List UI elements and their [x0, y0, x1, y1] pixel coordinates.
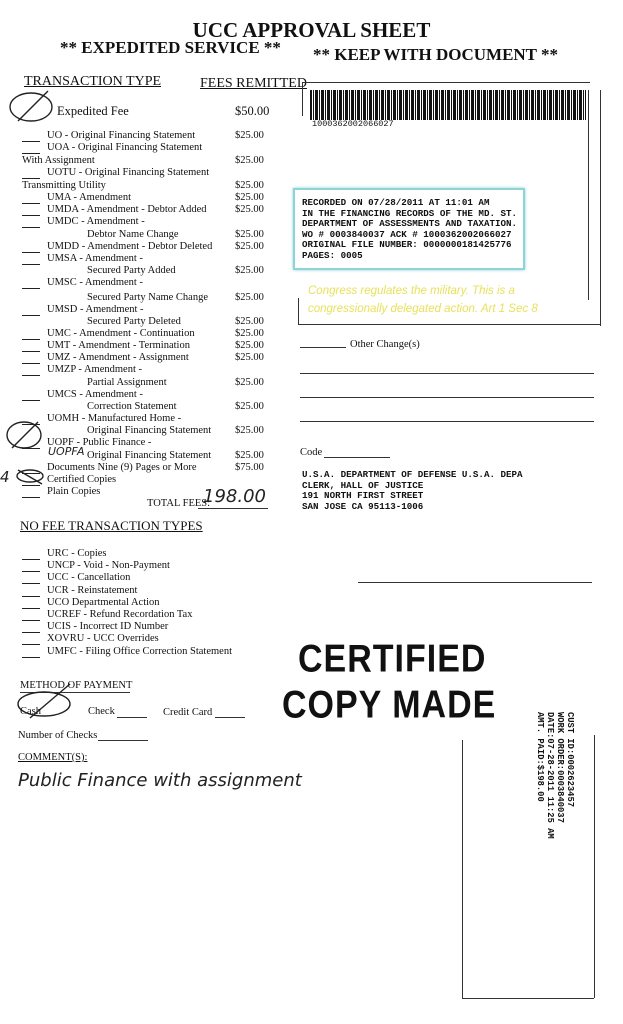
- no-fee-row: [22, 597, 272, 609]
- receipt-line: AMT. PAID:$198.00: [535, 712, 545, 802]
- page-title: UCC APPROVAL SHEET: [192, 18, 431, 42]
- transaction-label: UMSA - Amendment -: [47, 253, 143, 264]
- transaction-label: UMZ - Amendment - Assignment: [47, 352, 189, 363]
- receipt-line: DATE:07-28-2011 11:25 AM: [545, 712, 555, 839]
- no-fee-label: UCREF - Refund Recordation Tax: [47, 609, 193, 620]
- overlay-line: Congress regulates the military. This is a: [308, 285, 515, 297]
- transaction-row: [22, 216, 272, 228]
- method-of-payment-heading: METHOD OF PAYMENT: [20, 680, 133, 691]
- transaction-fee: $25.00: [235, 401, 264, 412]
- transaction-label: UMDD - Amendment - Debtor Deleted: [47, 241, 213, 252]
- address-line: CLERK, HALL OF JUSTICE: [302, 479, 424, 491]
- no-fee-label: URC - Copies: [47, 548, 107, 559]
- recorded-line: WO # 0003840037 ACK # 1000362002066027: [302, 228, 512, 240]
- transaction-checkbox-blank[interactable]: [22, 288, 40, 289]
- receipt-box-left: [462, 740, 463, 998]
- comments-label: COMMENT(S):: [18, 752, 88, 763]
- transaction-label: Documents Nine (9) Pages or More: [47, 462, 197, 473]
- transaction-checkbox-blank[interactable]: [22, 178, 40, 179]
- transaction-label: Plain Copies: [47, 486, 101, 497]
- box-left-border-top: [302, 82, 303, 116]
- overlay-line: congressionally delegated action. Art 1 Sec 8: [308, 303, 538, 315]
- transaction-label: UMCS - Amendment -: [47, 389, 143, 400]
- transaction-label: UOA - Original Financing Statement: [47, 142, 203, 153]
- receipt-block: [535, 712, 575, 839]
- transaction-row: [22, 389, 272, 401]
- recorded-line: RECORDED ON 07/28/2011 AT 11:01 AM: [302, 197, 490, 208]
- transaction-label: UMT - Amendment - Termination: [47, 340, 190, 351]
- transaction-fee: $25.00: [235, 352, 264, 363]
- no-fee-label: XOVRU - UCC Overrides: [47, 633, 159, 645]
- transaction-checkbox-blank[interactable]: [22, 497, 40, 498]
- transaction-row: [22, 142, 272, 154]
- transaction-label: With Assignment: [22, 155, 95, 166]
- transaction-fee: $25.00: [235, 292, 264, 303]
- transaction-label: Correction Statement: [87, 401, 177, 412]
- comment-handwritten: Public Finance with assignment: [18, 770, 302, 791]
- box-bottom-border: [298, 324, 600, 325]
- transaction-fee: $25.00: [235, 425, 264, 436]
- no-fee-row: [22, 609, 272, 621]
- receipt-box-right: [594, 735, 595, 998]
- certified-stamp-line1: CERTIFIED: [298, 637, 487, 681]
- code-blank: [324, 457, 390, 458]
- code-label: Code: [300, 447, 323, 458]
- receipt-line: CUST ID:0002623457: [565, 712, 575, 808]
- copies-quantity-handwritten: 4: [0, 468, 10, 486]
- certified-stamp-line2: COPY MADE: [282, 683, 497, 727]
- transaction-checkbox-blank[interactable]: [22, 227, 40, 228]
- transaction-label: UO - Original Financing Statement: [47, 130, 196, 141]
- other-change-line-2: [300, 397, 594, 398]
- transaction-fee: $75.00: [235, 462, 264, 473]
- transaction-fee: $25.00: [235, 180, 264, 191]
- transaction-row: [22, 253, 272, 265]
- no-fee-heading: NO FEE TRANSACTION TYPES: [20, 518, 203, 533]
- transaction-fee: $25.00: [235, 192, 264, 203]
- certified-copies-checked-mark-icon: [10, 466, 46, 486]
- credit-card-blank: [215, 717, 245, 718]
- recorded-line: ORIGINAL FILE NUMBER: 0000000181425776: [302, 239, 512, 250]
- transaction-row: [22, 413, 272, 425]
- transaction-label: Debtor Name Change: [87, 229, 179, 240]
- transaction-label: Transmitting Utility: [22, 180, 106, 191]
- total-fees-handwritten: 198.00: [203, 486, 266, 507]
- no-fee-label: UCC - Cancellation: [47, 572, 131, 584]
- address-separator-line: [358, 582, 592, 583]
- transaction-label: UMA - Amendment: [47, 192, 131, 203]
- box-top-border: [302, 82, 590, 83]
- fees-remitted-header: FEES REMITTED: [200, 76, 307, 91]
- transaction-label: UMSD - Amendment -: [47, 304, 144, 315]
- transaction-fee: $25.00: [235, 316, 264, 327]
- transaction-fee: $25.00: [235, 155, 264, 166]
- no-fee-row: [22, 585, 272, 597]
- box-right-border: [600, 90, 601, 326]
- no-fee-row: [22, 646, 272, 658]
- barcode-number: 1000362002066027: [312, 119, 394, 129]
- transaction-label: Original Financing Statement: [87, 425, 212, 436]
- credit-card-label: Credit Card: [163, 707, 213, 718]
- transaction-label: UMZP - Amendment -: [47, 364, 142, 375]
- other-change-line-1: [300, 373, 594, 374]
- no-fee-label: UMFC - Filing Office Correction Statement: [47, 645, 232, 657]
- transaction-label: UMSC - Amendment -: [47, 277, 143, 288]
- check-blank: [117, 717, 147, 718]
- address-line: SAN JOSE CA 95113-1006: [302, 500, 424, 512]
- transaction-fee: $25.00: [235, 328, 264, 339]
- number-of-checks-blank: [98, 740, 148, 741]
- no-fee-label: UNCP - Void - Non-Payment: [47, 560, 170, 572]
- uopf-checked-mark-icon: [2, 418, 46, 452]
- transaction-fee: $25.00: [235, 450, 264, 461]
- other-change-label: Other Change(s): [350, 339, 420, 350]
- no-fee-row: [22, 548, 272, 560]
- no-fee-row: [22, 633, 272, 645]
- no-fee-row: [22, 560, 272, 572]
- recorded-line: DEPARTMENT OF ASSESSMENTS AND TAXATION.: [302, 218, 518, 229]
- receipt-box-bottom: [462, 998, 594, 999]
- recorded-block: [302, 198, 517, 261]
- other-change-blank: [300, 347, 346, 348]
- transaction-row: [22, 304, 272, 316]
- number-of-checks-label: Number of Checks: [18, 730, 98, 741]
- receipt-line: WORK ORDER:0003840037: [555, 712, 565, 823]
- transaction-label: Secured Party Name Change: [87, 292, 209, 303]
- total-fees-line: [198, 508, 268, 509]
- address-line: U.S.A. DEPARTMENT OF DEFENSE U.S.A. DEPA: [302, 469, 523, 480]
- transaction-checkbox-blank[interactable]: [22, 375, 40, 376]
- transaction-fee: $25.00: [235, 229, 264, 240]
- checked-mark-icon: [4, 88, 56, 124]
- recorded-line: PAGES: 0005: [302, 249, 363, 261]
- transaction-fee: $25.00: [235, 130, 264, 141]
- expedited-fee-amount: $50.00: [235, 104, 270, 118]
- transaction-fee: $25.00: [235, 340, 264, 351]
- transaction-label: UOPF - Public Finance -: [47, 437, 152, 448]
- transaction-label: UMDC - Amendment -: [47, 216, 145, 227]
- transaction-label: UMDA - Amendment - Debtor Added: [47, 204, 207, 215]
- box-left-border-bottom: [298, 298, 299, 324]
- transaction-row: [22, 364, 272, 376]
- expedited-fee-label: Expedited Fee: [57, 104, 129, 118]
- check-label: Check: [88, 706, 115, 717]
- other-change-line-3: [300, 421, 594, 422]
- expedited-service-label: ** EXPEDITED SERVICE **: [60, 38, 281, 57]
- recorded-line: IN THE FINANCING RECORDS OF THE MD. ST.: [302, 207, 518, 219]
- overlay-note: [308, 282, 538, 318]
- transaction-label: UOMH - Manufactured Home -: [47, 413, 182, 424]
- transaction-label: UOTU - Original Financing Statement: [47, 167, 210, 178]
- no-fee-checkbox-blank[interactable]: [22, 657, 40, 658]
- total-fees-label: TOTAL FEES:: [147, 498, 211, 509]
- transaction-type-header: TRANSACTION TYPE: [24, 74, 162, 89]
- transaction-fee: $25.00: [235, 265, 264, 276]
- transaction-label: Secured Party Deleted: [87, 316, 181, 327]
- address-block: [302, 470, 523, 512]
- transaction-row: [22, 474, 272, 486]
- no-fee-label: UCIS - Incorrect ID Number: [47, 621, 169, 633]
- no-fee-label: UCO Departmental Action: [47, 596, 160, 608]
- transaction-row: [22, 167, 272, 179]
- no-fee-label: UCR - Reinstatement: [47, 584, 138, 596]
- uopfa-handwritten: UOPFA: [48, 445, 85, 458]
- transaction-label: Original Financing Statement: [87, 450, 212, 461]
- transaction-fee: $25.00: [235, 204, 264, 215]
- barcode-icon: [310, 90, 586, 120]
- keep-with-document-label: ** KEEP WITH DOCUMENT **: [313, 45, 558, 64]
- transaction-fee: $25.00: [235, 377, 264, 388]
- box-inner-right-border: [588, 90, 589, 300]
- cash-label: Cash: [20, 706, 41, 717]
- transaction-label: Secured Party Added: [87, 265, 176, 276]
- transaction-label: UMC - Amendment - Continuation: [47, 328, 195, 339]
- transaction-fee: $25.00: [235, 241, 264, 252]
- no-fee-row: [22, 621, 272, 633]
- transaction-row: [22, 277, 272, 289]
- no-fee-row: [22, 572, 272, 584]
- address-line: 191 NORTH FIRST STREET: [302, 490, 424, 501]
- transaction-label: Certified Copies: [47, 474, 117, 485]
- transaction-label: Partial Assignment: [87, 377, 167, 388]
- transaction-checkbox-blank[interactable]: [22, 153, 40, 154]
